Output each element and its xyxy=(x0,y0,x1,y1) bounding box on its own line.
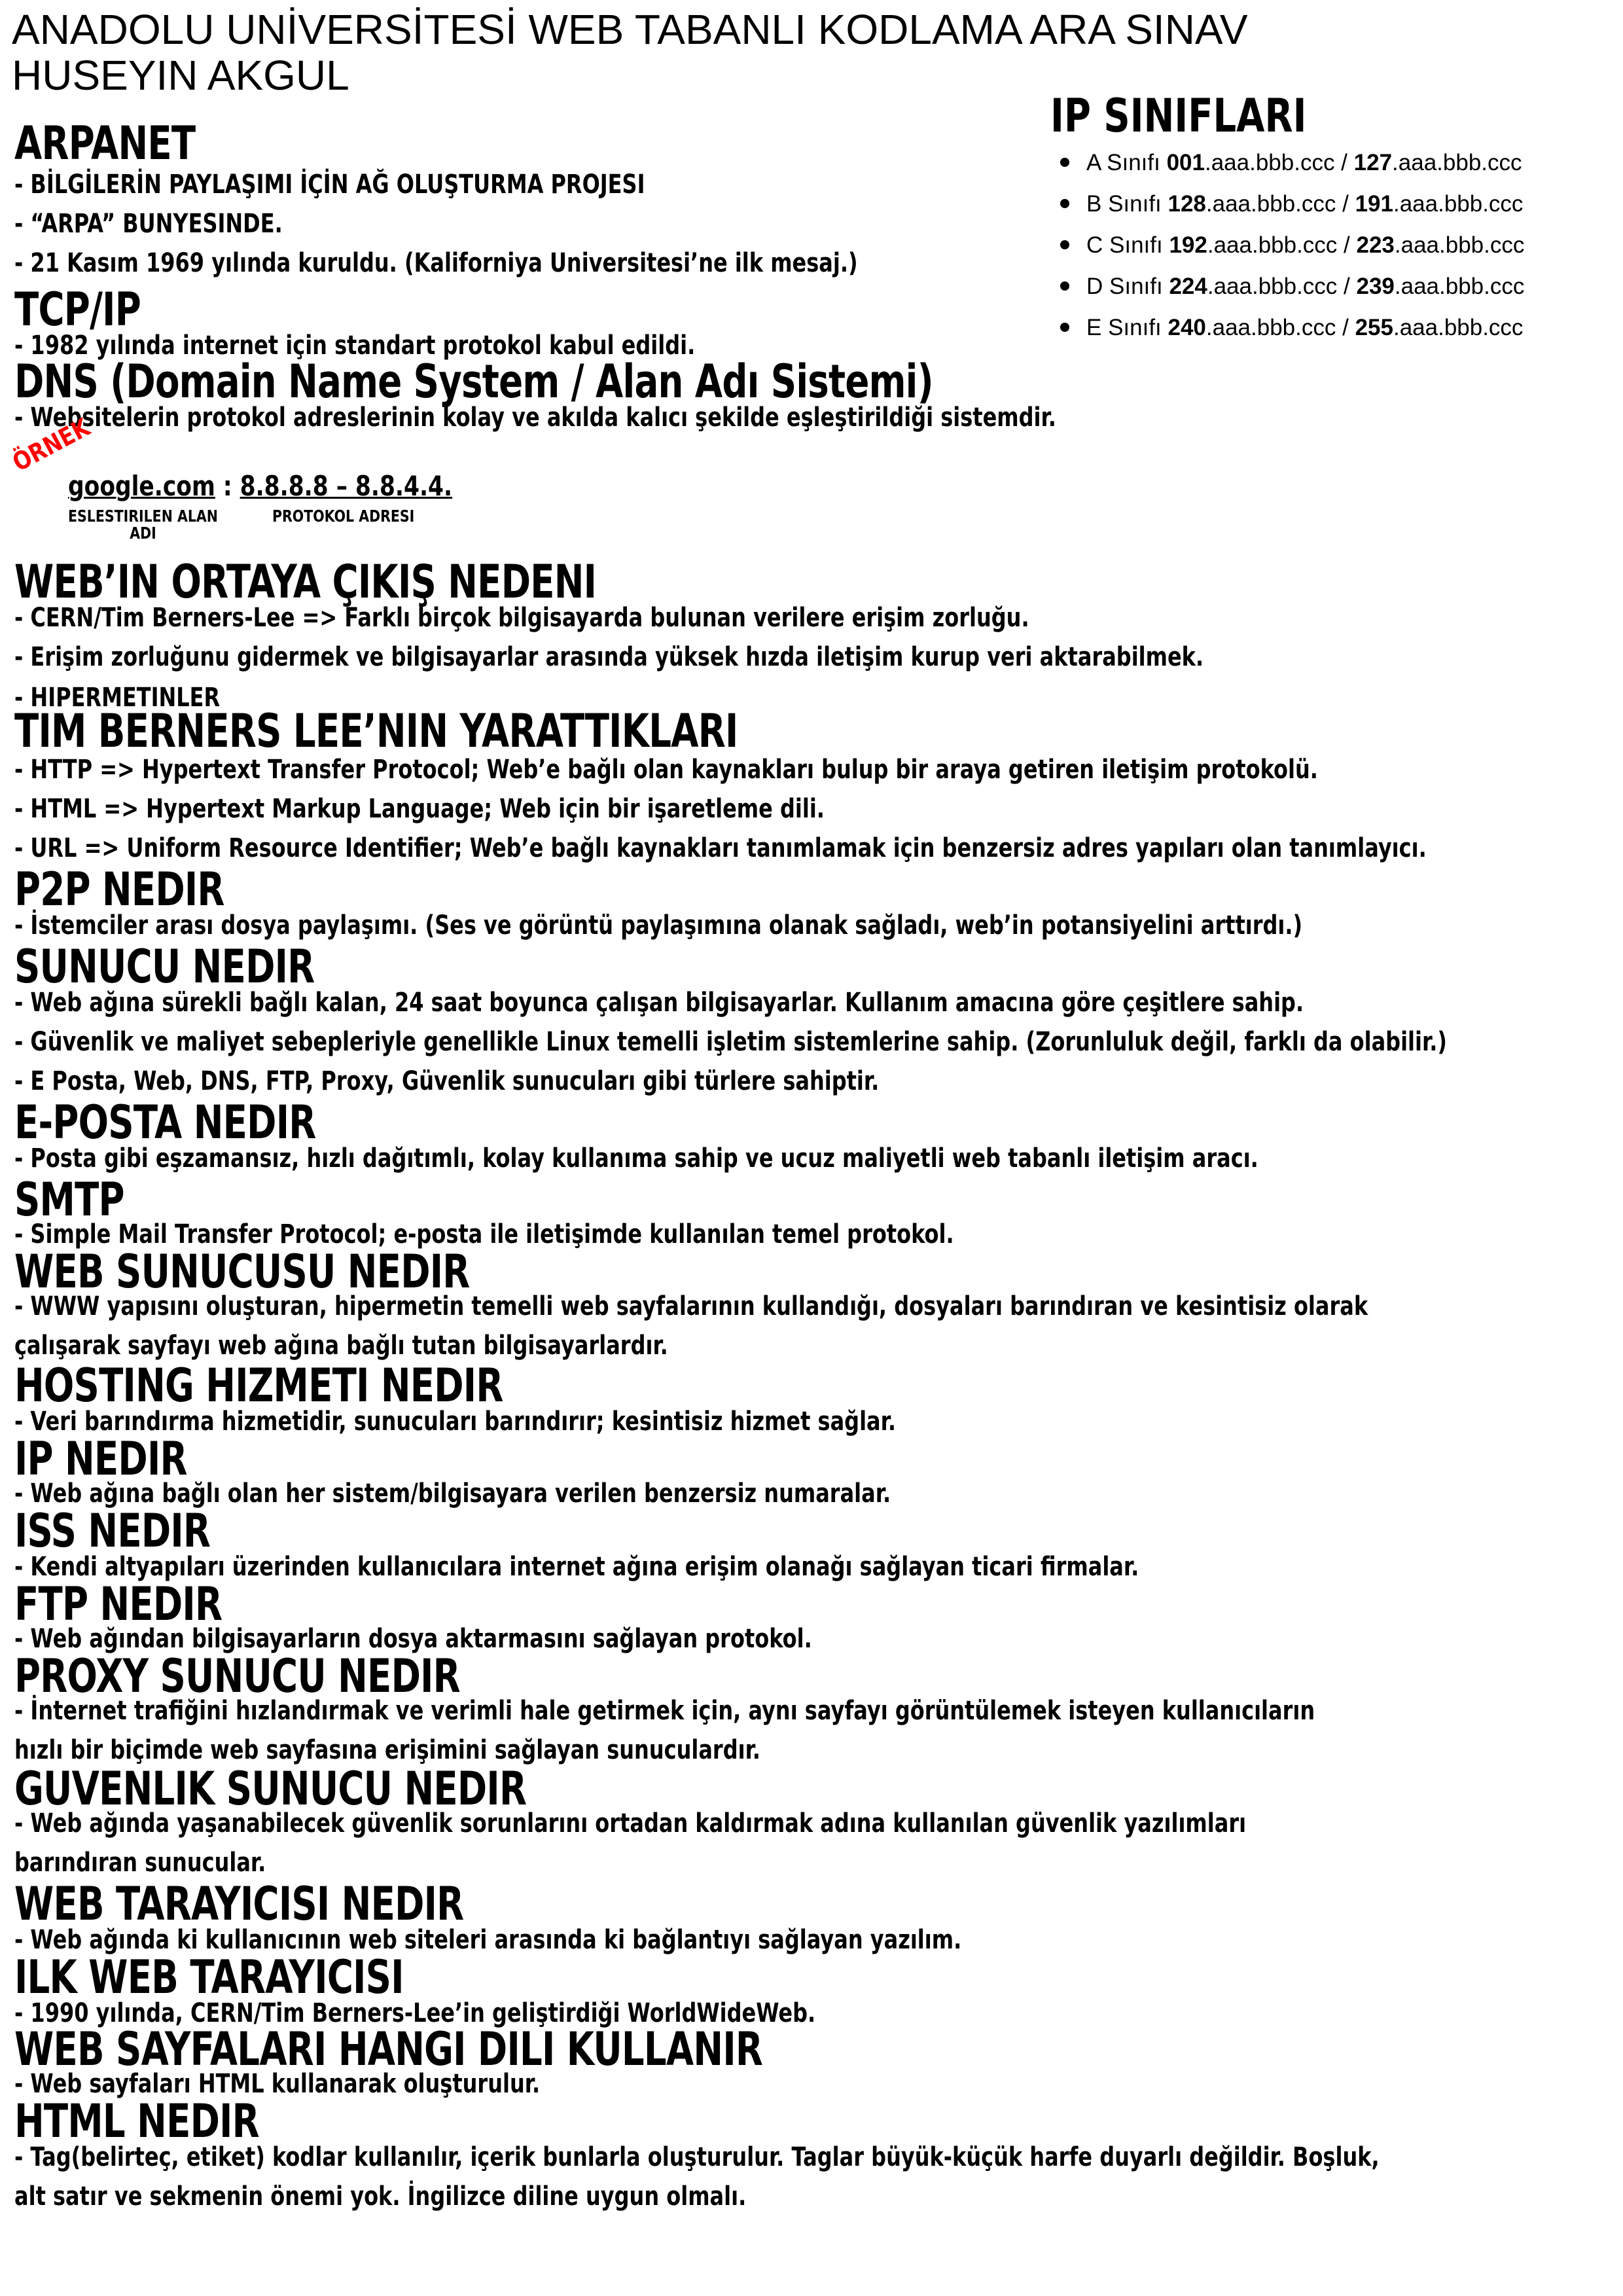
example-badge: ÖRNEK xyxy=(8,412,95,477)
web-origin-line: - CERN/Tim Berners-Lee => Farklı birçok bilgisayarda bulunan verilere erişim zorluğu. xyxy=(14,603,1029,633)
ip-class-item: A Sınıfı 001.aaa.bbb.ccc / 127.aaa.bbb.ccc xyxy=(1060,142,1524,183)
smtp-line: - Simple Mail Transfer Protocol; e-posta ile iletişimde kullanılan temel protokol. xyxy=(14,1219,954,1249)
ip-class-item: E Sınıfı 240.aaa.bbb.ccc / 255.aaa.bbb.ccc xyxy=(1060,307,1524,348)
first-browser-line: - 1990 yılında, CERN/Tim Berners-Lee’in geliştirdiği WorldWideWeb. xyxy=(14,1998,816,2028)
email-line: - Posta gibi eşzamansız, hızlı dağıtımlı, kolay kullanıma sahip ve ucuz maliyetli web tabanlı iletişim aracı. xyxy=(14,1143,1258,1174)
section-heading-smtp: SMTP xyxy=(14,1173,124,1227)
tbl-line: - HTTP => Hypertext Transfer Protocol; Web’e bağlı olan kaynakları bulup bir araya getiren iletişim protokolü. xyxy=(14,755,1318,785)
section-heading-p2p: P2P NEDIR xyxy=(14,863,224,916)
webserver-line: çalışarak sayfayı web ağına bağlı tutan bilgisayarlardır. xyxy=(14,1331,668,1361)
hosting-line: - Veri barındırma hizmetidir, sunucuları barındırır; kesintisiz hizmet sağlar. xyxy=(14,1407,897,1437)
tbl-line: - HTML => Hypertext Markup Language; Web için bir işaretleme dili. xyxy=(14,794,825,824)
bullet-icon xyxy=(1060,240,1069,249)
example-ip-label: PROTOKOL ADRESI xyxy=(272,507,415,526)
security-line: - Web ağında yaşanabilecek güvenlik sorunlarını ortadan kaldırmak adına kullanılan güvenlik yazılımları xyxy=(14,1808,1247,1839)
tbl-line: - URL => Uniform Resource Identifier; Web’e bağlı kaynakları tanımlamak için benzersiz adres yapıları olan tanımlayıcı. xyxy=(14,833,1427,863)
section-heading-email: E-POSTA NEDIR xyxy=(14,1096,316,1149)
ftp-line: - Web ağından bilgisayarların dosya aktarmasını sağlayan protokol. xyxy=(14,1624,812,1654)
section-heading-server: SUNUCU NEDIR xyxy=(14,940,315,994)
browser-line: - Web ağında ki kullanıcının web siteleri arasında ki bağlantıyı sağlayan yazılım. xyxy=(14,1925,962,1955)
section-heading-tcpip: TCP/IP xyxy=(14,283,141,336)
web-origin-line: - HIPERMETINLER xyxy=(14,683,221,713)
section-heading-web-origin: WEB’IN ORTAYA ÇIKIŞ NEDENI xyxy=(14,555,597,609)
server-line: - Web ağına sürekli bağlı kalan, 24 saat boyunca çalışan bilgisayarlar. Kullanım amacına göre çeşitlere sahip. xyxy=(14,988,1304,1018)
tcpip-line: - 1982 yılında internet için standart protokol kabul edildi. xyxy=(14,331,696,361)
bullet-icon xyxy=(1060,281,1069,291)
section-heading-dns: DNS (Domain Name System / Alan Adı Sistemi) xyxy=(14,355,933,408)
dns-example: google.com : 8.8.8.8 – 8.8.4.4. xyxy=(68,470,453,502)
section-heading-proxy: PROXY SUNUCU NEDIR xyxy=(14,1649,460,1703)
dns-line: - Websitelerin protokol adreslerinin kolay ve akılda kalıcı şekilde eşleştirildiği sistemdir. xyxy=(14,403,1056,433)
server-line: - E Posta, Web, DNS, FTP, Proxy, Güvenlik sunucuları gibi türlere sahiptir. xyxy=(14,1066,880,1096)
webserver-line: - WWW yapısını oluşturan, hipermetin temelli web sayfalarının kullandığı, dosyaları barındıran ve kesintisiz olarak xyxy=(14,1291,1368,1321)
section-heading-web-lang: WEB SAYFALARI HANGI DILI KULLANIR xyxy=(14,2022,763,2076)
html-line: alt satır ve sekmenin önemi yok. İngilizce diline uygun olmalı. xyxy=(14,2181,747,2212)
example-ip-addresses: 8.8.8.8 – 8.8.4.4. xyxy=(240,470,453,502)
section-heading-iss: ISS NEDIR xyxy=(14,1504,211,1558)
author-name: HUSEYIN AKGUL xyxy=(12,52,349,99)
arpanet-line: - “ARPA” BUNYESINDE. xyxy=(14,209,283,239)
ip-classes-list xyxy=(1060,142,1524,348)
section-heading-html: HTML NEDIR xyxy=(14,2094,259,2148)
section-heading-hosting: HOSTING HIZMETI NEDIR xyxy=(14,1359,503,1412)
section-heading-browser: WEB TARAYICISI NEDIR xyxy=(14,1877,464,1931)
section-heading-security: GUVENLIK SUNUCU NEDIR xyxy=(14,1762,527,1816)
arpanet-line: - 21 Kasım 1969 yılında kuruldu. (Kaliforniya Universitesi’ne ilk mesaj.) xyxy=(14,248,858,278)
p2p-line: - İstemciler arası dosya paylaşımı. (Ses ve görüntü paylaşımına olanak sağladı, web’in potansiyelini arttırdı.) xyxy=(14,910,1303,941)
ip-classes-heading: IP SINIFLARI xyxy=(1050,89,1307,143)
ip-line: - Web ağına bağlı olan her sistem/bilgisayara verilen benzersiz numaralar. xyxy=(14,1479,891,1509)
bullet-icon xyxy=(1060,199,1069,208)
security-line: barındıran sunucular. xyxy=(14,1848,266,1878)
web-lang-line: - Web sayfaları HTML kullanarak oluşturulur. xyxy=(14,2069,541,2099)
bullet-icon xyxy=(1060,323,1069,332)
section-heading-ftp: FTP NEDIR xyxy=(14,1577,223,1631)
arpanet-line: - BİLGİLERİN PAYLAŞIMI İÇİN AĞ OLUŞTURMA PROJESI xyxy=(14,170,645,200)
iss-line: - Kendi altyapıları üzerinden kullanıcılara internet ağına erişim olanağı sağlayan ticari firmalar. xyxy=(14,1552,1139,1582)
section-heading-first-browser: ILK WEB TARAYICISI xyxy=(14,1950,404,2004)
bullet-icon xyxy=(1060,158,1069,167)
section-heading-tbl: TIM BERNERS LEE’NIN YARATTIKLARI xyxy=(14,704,738,758)
proxy-line: - İnternet trafiğini hızlandırmak ve verimli hale getirmek için, aynı sayfayı görüntülemek isteyen kullanıcıların xyxy=(14,1696,1315,1726)
web-origin-line: - Erişim zorluğunu gidermek ve bilgisayarlar arasında yüksek hızda iletişim kurup veri aktarabilmek. xyxy=(14,642,1204,672)
ip-class-item: B Sınıfı 128.aaa.bbb.ccc / 191.aaa.bbb.ccc xyxy=(1060,183,1524,224)
html-line: - Tag(belirteç, etiket) kodlar kullanılır, içerik bunlarla oluşturulur. Taglar büyük-küçük harfe duyarlı değildir. Boşluk, xyxy=(14,2142,1380,2172)
section-heading-ip: IP NEDIR xyxy=(14,1432,187,1486)
section-heading-arpanet: ARPANET xyxy=(14,117,196,170)
proxy-line: hızlı bir biçimde web sayfasına erişimini sağlayan sunuculardır. xyxy=(14,1735,760,1765)
ip-class-item: D Sınıfı 224.aaa.bbb.ccc / 239.aaa.bbb.ccc xyxy=(1060,266,1524,307)
ip-class-item: C Sınıfı 192.aaa.bbb.ccc / 223.aaa.bbb.ccc xyxy=(1060,224,1524,266)
document-title: ANADOLU UNİVERSİTESİ WEB TABANLI KODLAMA ARA SINAV xyxy=(12,6,1248,53)
section-heading-webserver: WEB SUNUCUSU NEDIR xyxy=(14,1245,470,1299)
server-line: - Güvenlik ve maliyet sebepleriyle genellikle Linux temelli işletim sistemlerine sahip. (Zorunluluk değil, farklı da olabilir.) xyxy=(14,1027,1447,1057)
example-domain: google.com xyxy=(68,470,215,502)
example-domain-label: ESLESTIRILEN ALAN ADI xyxy=(68,507,218,543)
